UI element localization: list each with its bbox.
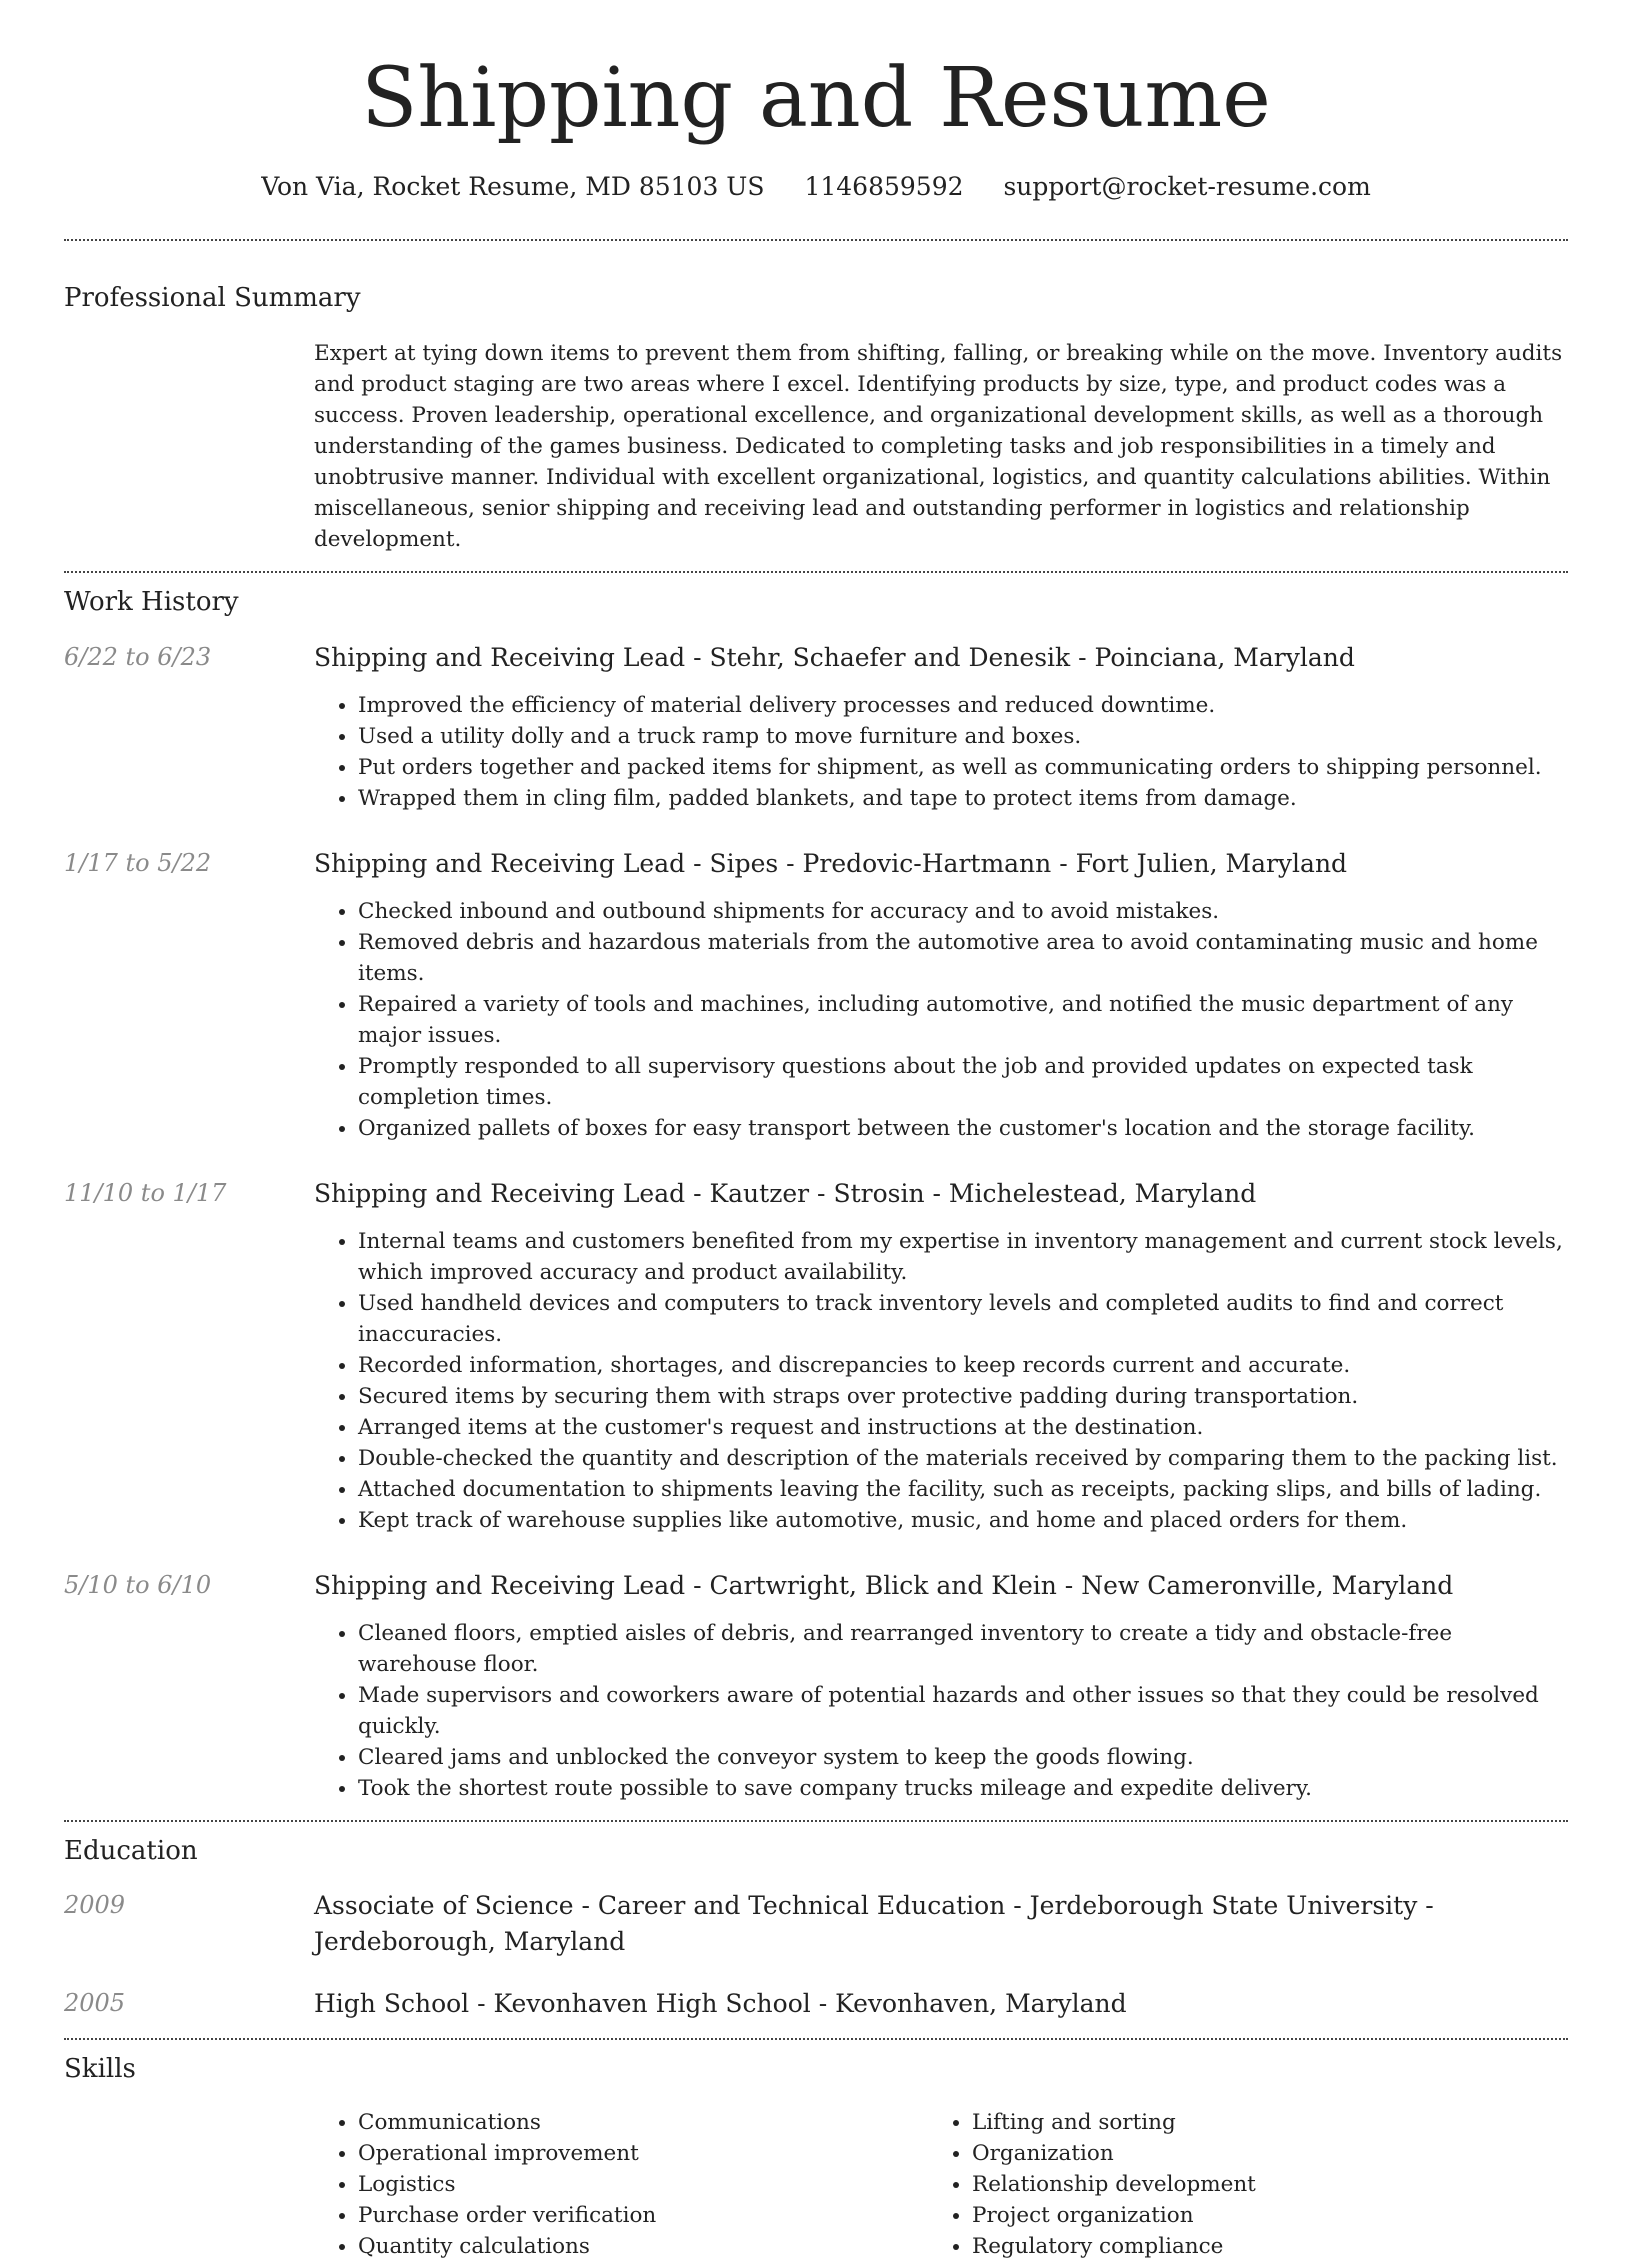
work-bullets	[314, 896, 1568, 1144]
work-heading: Shipping and Receiving Lead - Kautzer - Strosin - Michelestead, Maryland	[314, 1179, 1257, 1209]
education-body	[314, 1888, 1568, 1960]
work-date: 6/22 to 6/23	[64, 643, 212, 672]
work-bullet: • Made supervisors and coworkers aware of potential hazards and other issues so that they could be resolved quickly.	[358, 1680, 1568, 1742]
skills-column-left	[314, 2107, 928, 2262]
work-heading: Shipping and Receiving Lead - Cartwright, Blick and Klein - New Cameronville, Maryland	[314, 1571, 1454, 1601]
work-bullet: • Double-checked the quantity and description of the materials received by comparing them to the packing list.	[358, 1443, 1568, 1474]
skill-item: • Communications	[358, 2107, 928, 2138]
work-bullet: • Promptly responded to all supervisory questions about the job and provided updates on expected task completion times.	[358, 1051, 1568, 1113]
work-bullet: • Attached documentation to shipments leaving the facility, such as receipts, packing slips, and bills of lading.	[358, 1474, 1568, 1505]
work-date: 11/10 to 1/17	[64, 1179, 227, 1208]
work-date: 5/10 to 6/10	[64, 1571, 212, 1600]
skill-item: • Organization	[972, 2138, 1542, 2169]
work-bullet: • Recorded information, shortages, and discrepancies to keep records current and accurate.	[358, 1350, 1568, 1381]
section-title-work-history: Work History	[64, 587, 239, 618]
section-title-summary: Professional Summary	[64, 283, 361, 313]
work-entry	[64, 640, 1568, 814]
work-bullet: • Cleared jams and unblocked the conveyor system to keep the goods flowing.	[358, 1742, 1568, 1773]
section-title-education: Education	[64, 1836, 198, 1867]
work-bullets	[314, 690, 1568, 814]
skills-list	[314, 2107, 1568, 2262]
contact-email: support@rocket-resume.com	[1003, 172, 1371, 201]
divider	[64, 239, 1568, 241]
section-title-skills: Skills	[64, 2053, 136, 2084]
work-bullet: • Wrapped them in cling film, padded blankets, and tape to protect items from damage.	[358, 783, 1568, 814]
work-date: 1/17 to 5/22	[64, 849, 212, 878]
work-body	[314, 1176, 1568, 1536]
work-bullet: • Used a utility dolly and a truck ramp to move furniture and boxes.	[358, 721, 1568, 752]
divider	[64, 1820, 1568, 1822]
divider	[64, 571, 1568, 573]
work-bullets	[314, 1226, 1568, 1536]
skill-item: • Logistics	[358, 2169, 928, 2200]
education-entry	[64, 1888, 1568, 1960]
contact-address: Von Via, Rocket Resume, MD 85103 US	[261, 172, 765, 201]
education-heading: High School - Kevonhaven High School - Kevonhaven, Maryland	[314, 1988, 1127, 2018]
work-bullets	[314, 1618, 1568, 1804]
work-bullet: • Organized pallets of boxes for easy transport between the customer's location and the storage facility.	[358, 1113, 1568, 1144]
work-bullet: • Used handheld devices and computers to track inventory levels and completed audits to find and correct inaccuracies.	[358, 1288, 1568, 1350]
work-entry	[64, 846, 1568, 1144]
skill-item: • Purchase order verification	[358, 2200, 928, 2231]
summary-text: Expert at tying down items to prevent them from shifting, falling, or breaking while on the move. Inventory audits and product staging are two areas where I excel. Identifying products by size, type, and product codes was a success. Proven leadership, operational excellence, and organizational development skills, as well as a thorough understanding of the games business. Dedicated to completing tasks and job responsibilities in a timely and unobtrusive manner. Individual with excellent organizational, logistics, and quantity calculations abilities. Within miscellaneous, senior shipping and receiving lead and outstanding performer in logistics and relationship development.	[314, 341, 1563, 553]
work-bullet: • Took the shortest route possible to save company trucks mileage and expedite delivery.	[358, 1773, 1568, 1804]
education-date: 2005	[64, 1988, 126, 2017]
skill-item: • Operational improvement	[358, 2138, 928, 2169]
work-entry	[64, 1568, 1568, 1804]
work-bullet: • Kept track of warehouse supplies like automotive, music, and home and placed orders for them.	[358, 1505, 1568, 1536]
skill-item: • Project organization	[972, 2200, 1542, 2231]
work-bullet: • Internal teams and customers benefited from my expertise in inventory management and current stock levels, which improved accuracy and product availability.	[358, 1226, 1568, 1288]
work-bullet: • Cleaned floors, emptied aisles of debris, and rearranged inventory to create a tidy and obstacle-free warehouse floor.	[358, 1618, 1568, 1680]
education-date: 2009	[64, 1890, 126, 1919]
work-bullet: • Arranged items at the customer's request and instructions at the destination.	[358, 1412, 1568, 1443]
work-bullet: • Removed debris and hazardous materials from the automotive area to avoid contaminating music and home items.	[358, 927, 1568, 989]
work-bullet: • Put orders together and packed items for shipment, as well as communicating orders to shipping personnel.	[358, 752, 1568, 783]
education-body	[314, 1986, 1568, 2022]
education-heading: Associate of Science - Career and Technical Education - Jerdeborough State University - Jerdeborough, Maryland	[314, 1890, 1434, 1956]
work-entry	[64, 1176, 1568, 1536]
education-entry	[64, 1986, 1568, 2022]
work-heading: Shipping and Receiving Lead - Sipes - Predovic-Hartmann - Fort Julien, Maryland	[314, 849, 1348, 879]
work-bullet: • Secured items by securing them with straps over protective padding during transportation.	[358, 1381, 1568, 1412]
work-body	[314, 1568, 1568, 1804]
skill-item: • Lifting and sorting	[972, 2107, 1542, 2138]
contact-line	[64, 172, 1568, 201]
work-body	[314, 640, 1568, 814]
contact-phone: 1146859592	[804, 172, 964, 201]
skills-column-right	[928, 2107, 1542, 2262]
work-body	[314, 846, 1568, 1144]
candidate-name: Shipping and Resume	[361, 51, 1271, 146]
work-bullet: • Checked inbound and outbound shipments for accuracy and to avoid mistakes.	[358, 896, 1568, 927]
work-bullet: • Repaired a variety of tools and machines, including automotive, and notified the music department of any major issues.	[358, 989, 1568, 1051]
divider	[64, 2038, 1568, 2040]
skill-item: • Quantity calculations	[358, 2231, 928, 2262]
skill-item: • Relationship development	[972, 2169, 1542, 2200]
work-heading: Shipping and Receiving Lead - Stehr, Schaefer and Denesik - Poinciana, Maryland	[314, 643, 1355, 673]
skill-item: • Regulatory compliance	[972, 2231, 1542, 2262]
work-bullet: • Improved the efficiency of material delivery processes and reduced downtime.	[358, 690, 1568, 721]
